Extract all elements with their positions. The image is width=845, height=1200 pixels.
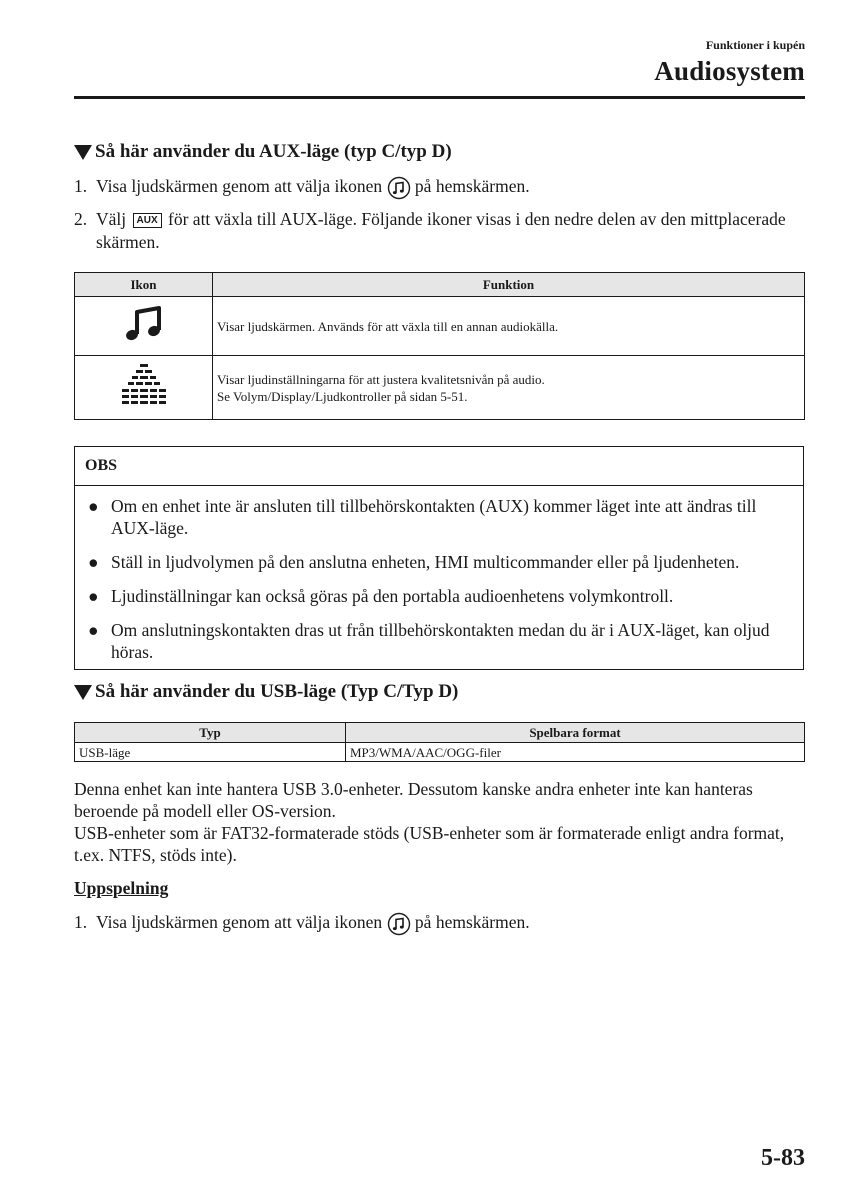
obs-title: OBS [75,447,803,486]
page-number: 5-83 [761,1145,805,1171]
list-item [88,551,795,573]
function-line: Se Volym/Display/Ljudkontroller på sidan 5-51. [217,388,468,404]
step-number: 1. [74,912,88,932]
aux-step-2-text: Välj [96,209,127,229]
aux-step-2 [74,208,804,254]
aux-heading-text: Så här använder du AUX-läge (typ C/typ D) [95,141,452,162]
list-item-text: Om en enhet inte är ansluten till tillbehörskontakten (AUX) kommer läget inte att ändras till AUX-läge. [111,496,757,538]
bullet-icon: ● [88,586,99,606]
aux-step-1 [74,175,804,200]
column-header-type: Typ [75,723,346,743]
triangle-marker-icon [74,685,92,700]
section-title: Audiosystem [654,56,805,86]
music-note-circle-icon [387,912,411,936]
bullet-icon: ● [88,620,99,640]
usb-format-table [74,722,805,762]
usb-paragraph-2: USB-enheter som är FAT32-formaterade stöds (USB-enheter som är formaterade enligt andra format, t.ex. NTFS, stöds inte). [74,823,785,865]
list-item [88,585,795,607]
table-row [75,743,805,762]
step-number: 2. [74,209,88,229]
usb-heading [74,681,458,703]
usb-paragraph-1: Denna enhet kan inte hantera USB 3.0-enheter. Dessutom kanske andra enheter inte kan hanteras beroende på modell eller OS-version. [74,779,753,821]
list-item-text: Ljudinställningar kan också göras på den portabla audioenhetens volymkontroll. [111,586,674,606]
chapter-label: Funktioner i kupén [705,38,805,52]
bullet-icon: ● [88,496,99,516]
aux-step-1-text: Visa ljudskärmen genom att välja ikonen [96,176,383,196]
triangle-marker-icon [74,145,92,160]
music-note-circle-icon [387,176,411,200]
list-item-text: Om anslutningskontakten dras ut från tillbehörskontakten medan du är i AUX-läget, kan oljud höras. [111,620,770,662]
usb-step-1 [74,911,804,936]
usb-step-1-suffix: på hemskärmen. [414,912,530,932]
bullet-icon: ● [88,552,99,572]
aux-step-2-suffix: för att växla till AUX-läge. Följande ikoner visas i den nedre delen av den mittplacerade skärmen. [96,209,786,252]
step-number: 1. [74,176,88,196]
title-divider [74,96,805,99]
playback-heading: Uppspelning [74,878,169,898]
function-cell: Visar ljudskärmen. Används för att växla till en annan audiokälla. [213,297,805,356]
column-header-icon: Ikon [75,273,213,297]
type-cell: USB-läge [75,743,346,762]
aux-heading [74,141,452,163]
usb-heading-text: Så här använder du USB-läge (Typ C/Typ D) [95,681,459,702]
list-item [88,619,795,663]
formats-cell: MP3/WMA/AAC/OGG-filer [346,743,805,762]
obs-note-box [74,446,804,670]
list-item-text: Ställ in ljudvolymen på den anslutna enheten, HMI multicommander eller på ljudenheten. [111,552,740,572]
function-line: Visar ljudinställningarna för att justera kvalitetsnivån på audio. [217,371,545,387]
column-header-formats: Spelbara format [346,723,805,743]
column-header-function: Funktion [213,273,805,297]
aux-step-1-suffix: på hemskärmen. [414,176,530,196]
table-row [75,356,805,420]
aux-button-icon: AUX [133,213,162,228]
equalizer-icon [119,362,169,408]
usb-step-1-text: Visa ljudskärmen genom att välja ikonen [96,912,383,932]
music-note-icon [122,302,166,346]
aux-icon-table [74,272,805,420]
list-item [88,495,795,539]
function-cell [213,356,805,420]
table-row [75,297,805,356]
